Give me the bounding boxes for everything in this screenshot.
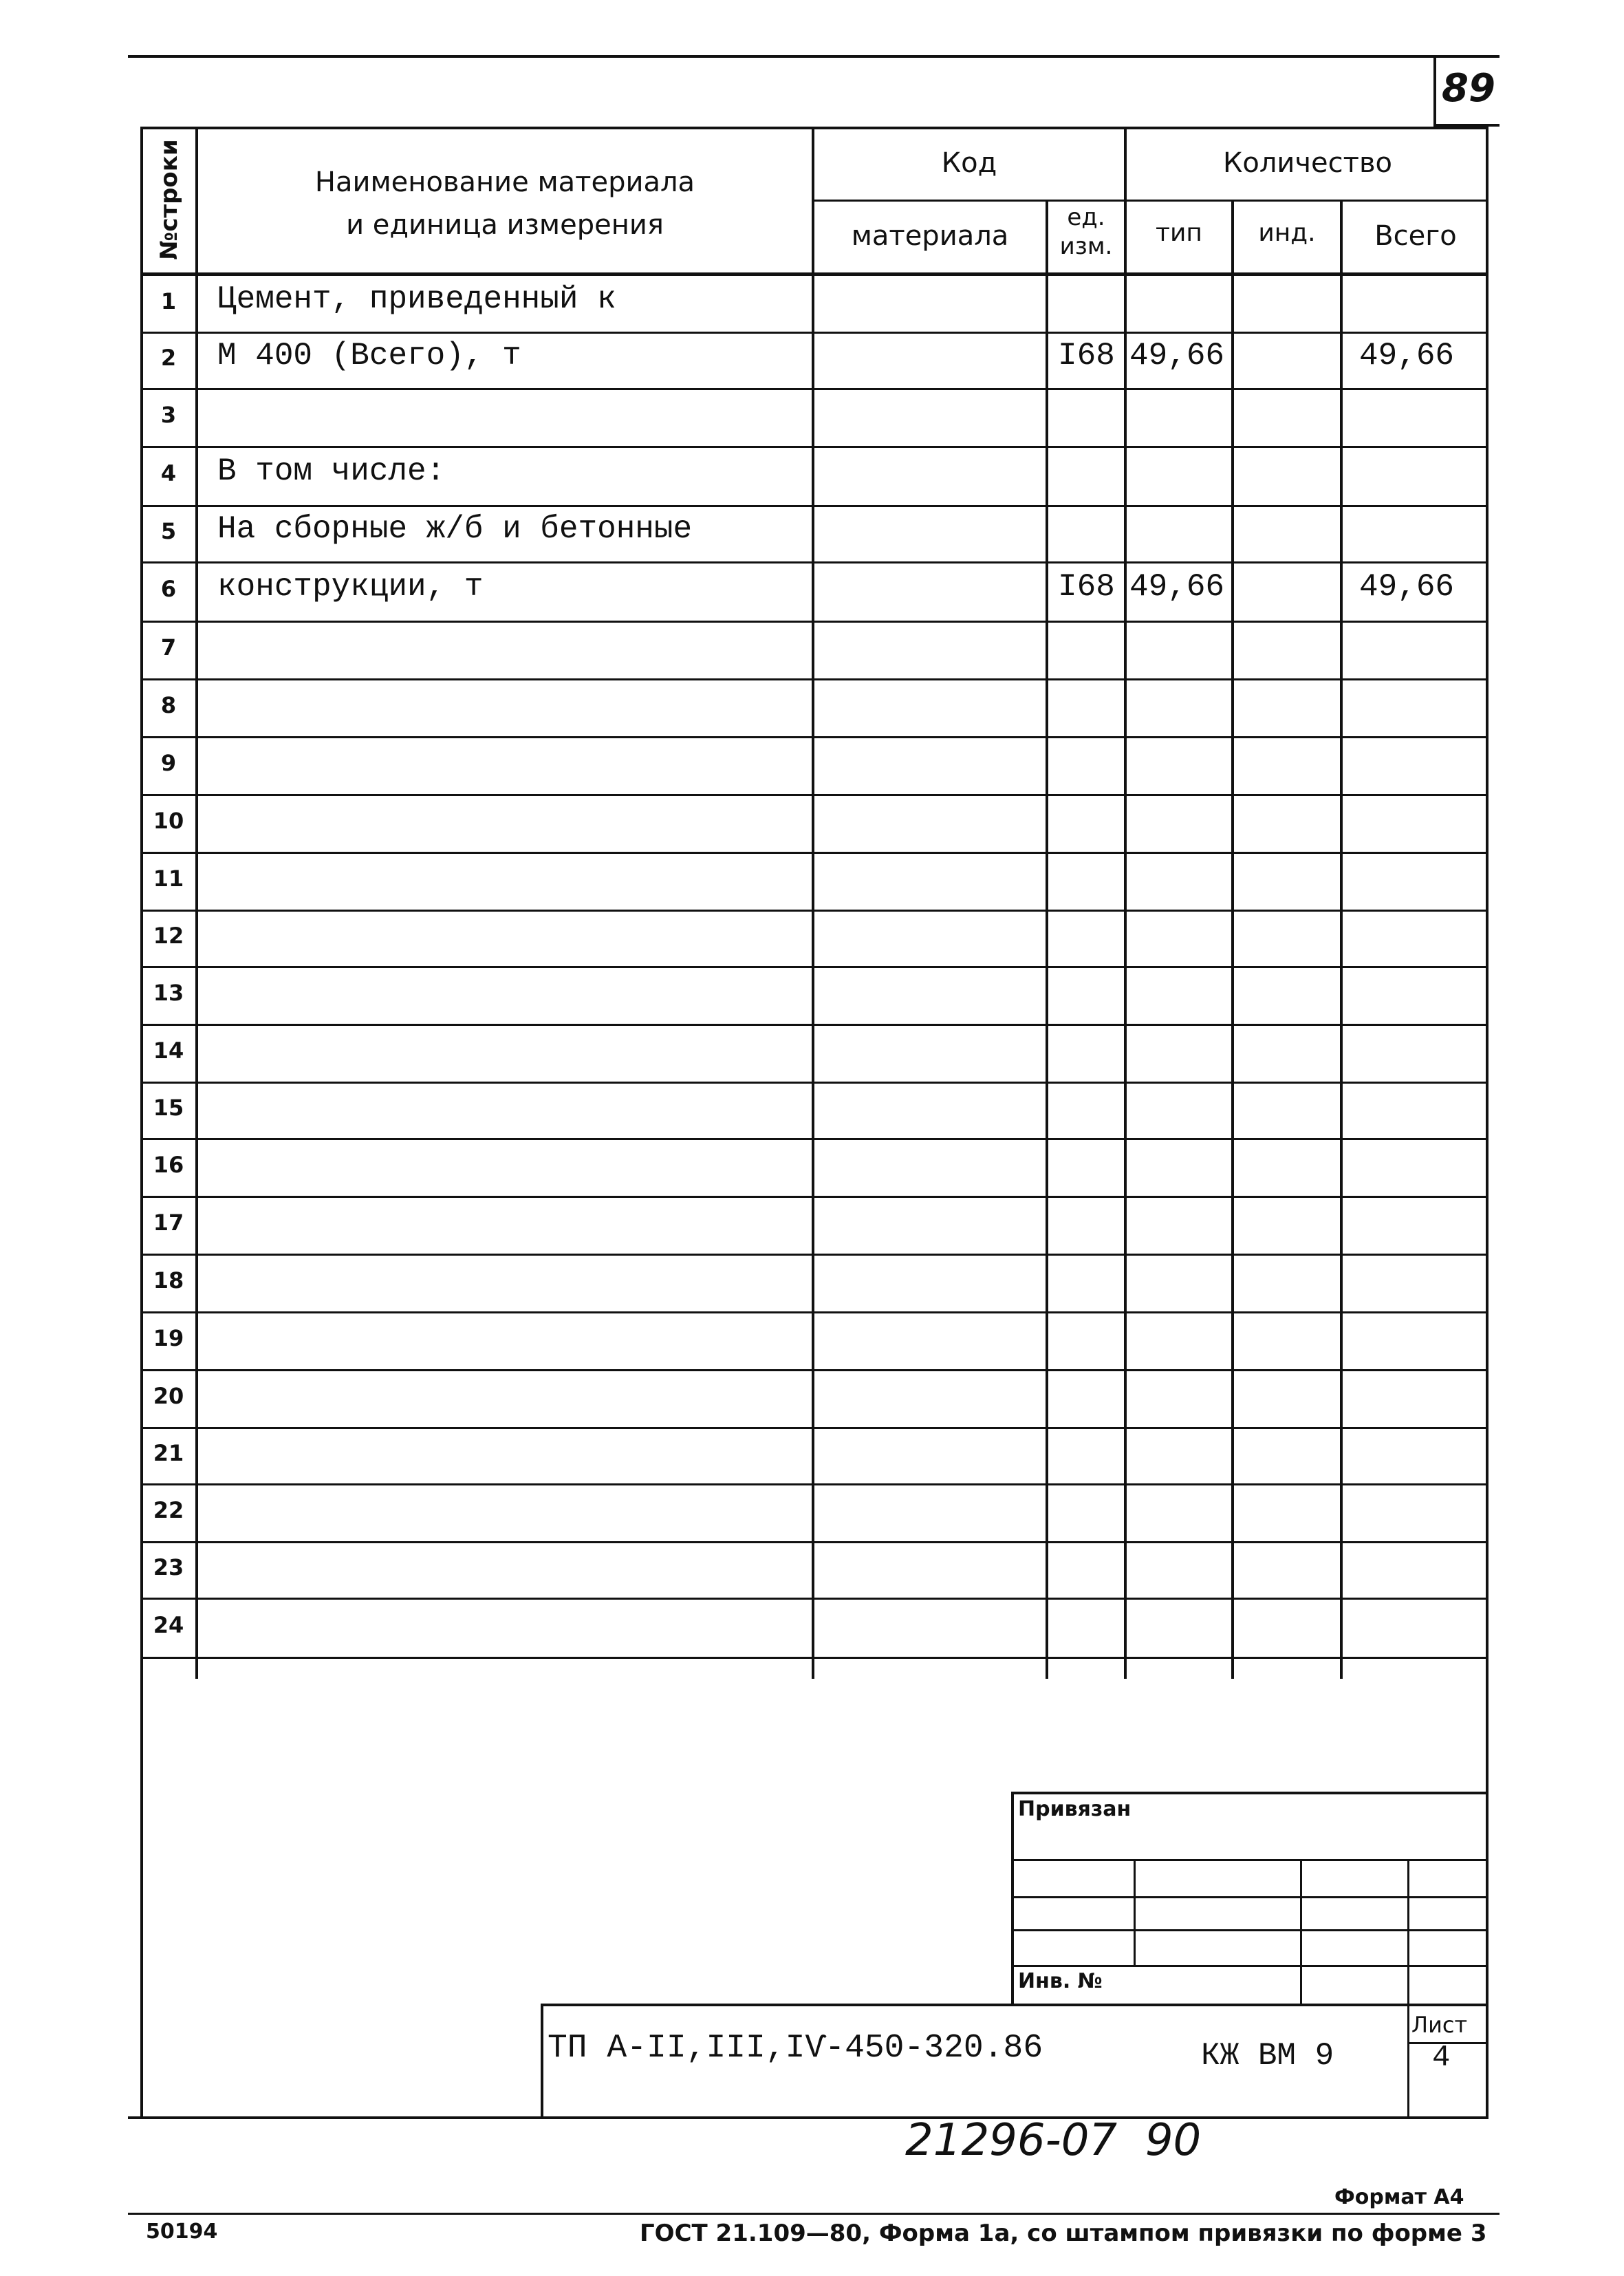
stamp-col-3 [1407,1859,1409,2116]
row-number: 17 [153,1210,184,1236]
row-number: 4 [160,460,177,486]
quantity-header: Количество [1222,147,1392,179]
row-number: 3 [160,402,177,428]
stamp-row-4 [1011,1965,1488,1967]
row-divider [140,1541,1488,1543]
code-header: Код [941,147,997,179]
row-number: 5 [160,518,177,544]
row-divider [140,1024,1488,1026]
row-divider [140,1138,1488,1140]
row-number: 18 [153,1267,184,1293]
total-header: Всего [1374,220,1457,252]
type-quantity-cell: 49,66 [1129,569,1225,605]
row-divider [140,794,1488,796]
doc-code: ТП А-ІІ,ІІІ,ІѴ-450-320.86 [548,2030,1043,2067]
row-number: 15 [153,1095,184,1121]
row-divider [140,1254,1488,1256]
stamp-inv-label: Инв. № [1018,1969,1103,1993]
stamp-row-3 [1011,1929,1488,1931]
row-number: 12 [153,923,184,949]
type-header: тип [1156,219,1202,247]
total-quantity-cell: 49,66 [1359,338,1455,374]
sheet-label: Лист [1411,2012,1468,2038]
stamp-col-2 [1300,1859,1302,2006]
sheet-number: 4 [1432,2041,1451,2075]
row-number: 10 [153,808,184,834]
col-material-right [1046,200,1048,1679]
row-number: 8 [160,692,177,718]
row-number: 9 [160,750,177,776]
col-ind-right [1340,200,1343,1679]
title-block-left [541,2004,543,2119]
row-divider [140,736,1488,738]
col-rownum-right [195,127,198,1679]
unit-header-line1: ед. [1067,204,1105,231]
row-divider [140,910,1488,912]
row-divider [140,678,1488,680]
col-unit-right [1124,127,1127,1679]
total-quantity-cell: 49,66 [1359,569,1455,605]
material-name-cell: М 400 (Всего), т [217,338,521,374]
frame-bottom [128,2116,1488,2119]
row-divider [140,1311,1488,1313]
row-divider [140,1082,1488,1084]
stamp-col-1 [1134,1859,1136,1965]
row-number: 6 [160,576,177,602]
row-number: 19 [153,1325,184,1351]
row-divider [140,1598,1488,1600]
row-divider [140,332,1488,334]
col-type-right [1231,200,1234,1679]
row-divider [140,1196,1488,1198]
page-number: 89 [1442,66,1495,111]
unit-code-cell: I68 [1058,338,1115,374]
row-divider [140,1657,1488,1659]
header-mid-line [812,200,1488,202]
row-number: 22 [153,1497,184,1523]
stamp-row-1 [1011,1859,1488,1861]
col-name-right [812,127,814,1679]
header-bottom-line [140,272,1488,276]
row-number: 1 [160,288,177,314]
name-header-line1: Наименование материала [314,167,695,198]
type-quantity-cell: 49,66 [1129,338,1225,374]
row-number: 21 [153,1440,184,1466]
stamp-bound-left [1011,1792,1014,2006]
material-name-cell: В том числе: [217,453,446,489]
page-number-box-left [1433,55,1436,127]
row-divider [140,621,1488,623]
name-header-line2: и единица измерения [346,209,664,241]
stamp-row-2 [1011,1896,1488,1898]
row-divider [140,446,1488,448]
footer-standard: ГОСТ 21.109—80, Форма 1а, со штампом привязки по форме 3 [640,2220,1487,2247]
row-number: 2 [160,345,177,371]
handwritten-number: 21296-07 90 [905,2115,1202,2166]
doc-mark: КЖ ВМ 9 [1201,2038,1334,2074]
format-label: Формат А4 [1334,2185,1464,2209]
material-name-cell: Цемент, приведенный к [217,281,616,317]
row-number-header: №строки [155,139,183,260]
row-number: 7 [160,634,177,661]
material-name-cell: На сборные ж/б и бетонные [217,511,693,547]
frame-right [1486,127,1488,2119]
top-border [128,55,1500,58]
row-number: 11 [153,866,184,892]
row-divider [140,966,1488,968]
row-divider [140,1369,1488,1371]
row-number: 14 [153,1038,184,1064]
footer-left-code: 50194 [146,2220,218,2244]
stamp-bound-label: Привязан [1018,1797,1132,1821]
stamp-bound-top [1011,1792,1488,1794]
footer-line [128,2213,1500,2215]
material-name-cell: конструкции, т [217,569,484,605]
material-header: материала [851,220,1009,252]
row-number: 24 [153,1612,184,1638]
ind-header: инд. [1258,219,1316,247]
row-number: 23 [153,1554,184,1580]
row-number: 20 [153,1383,184,1409]
row-divider [140,852,1488,854]
row-divider [140,505,1488,507]
row-divider [140,561,1488,563]
unit-header-line2: изм. [1059,233,1113,260]
unit-code-cell: I68 [1058,569,1115,605]
row-divider [140,1483,1488,1485]
row-number: 16 [153,1152,184,1178]
frame-top [140,127,1488,129]
row-number: 13 [153,980,184,1006]
title-block-top [541,2004,1488,2006]
row-divider [140,1427,1488,1429]
row-divider [140,388,1488,390]
